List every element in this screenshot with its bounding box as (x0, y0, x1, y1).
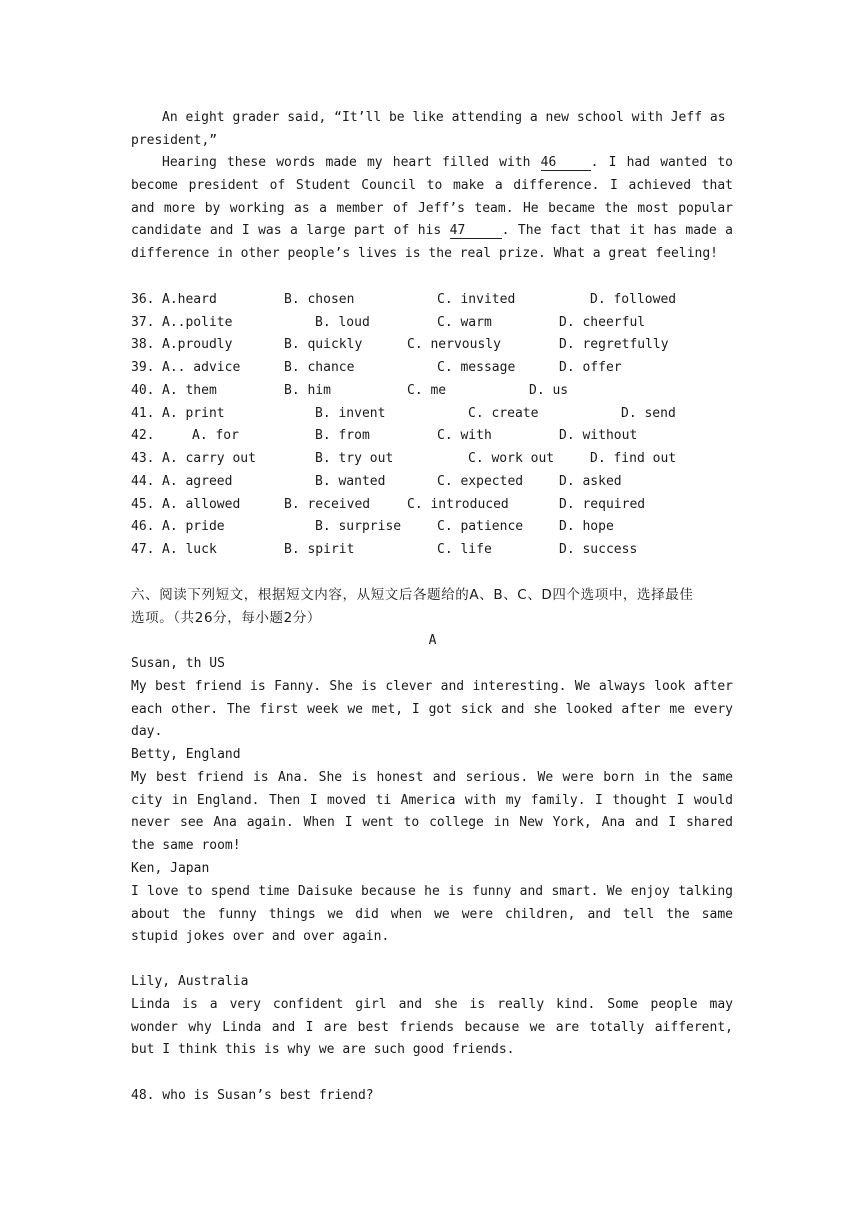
entry-ken (131, 858, 733, 949)
option-c: C. expected (437, 474, 524, 489)
option-d: D. followed (590, 292, 677, 307)
option-c: C. introduced (407, 497, 509, 512)
question-row-43 (131, 448, 733, 471)
option-c: C. me (407, 383, 447, 398)
question-row-44 (131, 471, 733, 494)
blank-46: 46 (541, 155, 591, 171)
option-d: D. hope (559, 519, 614, 534)
option-a: A. them (162, 383, 217, 398)
option-a: A. agreed (162, 474, 233, 489)
option-c: C. message (437, 360, 516, 375)
option-b: B. from (315, 428, 370, 443)
question-row-45 (131, 494, 733, 517)
question-number: 39. (131, 360, 155, 375)
option-d: D. us (529, 383, 569, 398)
option-b: B. invent (315, 406, 386, 421)
option-b: B. quickly (284, 337, 363, 352)
option-d: D. asked (559, 474, 622, 489)
passage-paragraph-1 (131, 107, 733, 153)
question-number: 38. (131, 337, 155, 352)
option-d: D. without (559, 428, 638, 443)
option-b: B. chosen (284, 292, 355, 307)
entry-text: My best friend is Fanny. She is clever and interesting. We always look after each other. The first week we met, I got sick and she looked after me every day. (131, 678, 733, 740)
entry-text: My best friend is Ana. She is honest and serious. We were born in the same city in England. Then I moved ti America with my family. I thought I would never see Ana again. When I went to college in New York, Ana and I shared the same room! (131, 769, 733, 854)
option-b: B. try out (315, 451, 394, 466)
option-c: C. work out (468, 451, 555, 466)
instruction-line: 六、阅读下列短文，根据短文内容，从短文后各题给的A、B、C、D四个选项中，选择最佳 (131, 587, 694, 603)
option-c: C. life (437, 542, 492, 557)
question-number: 40. (131, 383, 155, 398)
option-d: D. regretfully (559, 337, 669, 352)
entry-author: Susan, th US (131, 656, 225, 671)
option-b: B. received (284, 497, 371, 512)
passage-line: president,” (131, 132, 218, 148)
question-row-40 (131, 380, 733, 403)
option-d: D. cheerful (559, 315, 646, 330)
entry-text: I love to spend time Daisuke because he is funny and smart. We enjoy talking about the funny things we did when we were children, and tell the same stupid jokes over and over again. (131, 883, 733, 945)
entry-author: Lily, Australia (131, 974, 249, 989)
question-number: 36. (131, 292, 155, 307)
question-row-39 (131, 357, 733, 380)
option-a: A.proudly (162, 337, 233, 352)
option-a: A. allowed (162, 497, 241, 512)
entry-text: Linda is a very confident girl and she is really kind. Some people may wonder why Linda and I are best friends because we are totally aifferent, but I think this is why we are such good friends. (131, 996, 733, 1058)
passage-paragraph-2 (131, 152, 733, 266)
option-b: B. loud (315, 315, 370, 330)
question-number: 46. (131, 519, 155, 534)
option-c: C. patience (437, 519, 524, 534)
option-d: D. find out (590, 451, 677, 466)
option-a: A. luck (162, 542, 217, 557)
instruction-line: 选项。（共26分，每小题2分） (131, 609, 322, 626)
question-number: 44. (131, 474, 155, 489)
question-text: 48. who is Susan’s best friend? (131, 1088, 374, 1103)
question-number: 43. (131, 451, 155, 466)
passage-title: A (428, 633, 437, 648)
question-row-37 (131, 312, 733, 335)
option-b: B. wanted (315, 474, 386, 489)
entry-lily (131, 971, 733, 1062)
option-a: A. print (162, 406, 225, 421)
entry-author: Betty, England (131, 747, 241, 762)
option-b: B. him (284, 383, 331, 398)
option-a: A. carry out (162, 451, 256, 466)
entry-author: Ken, Japan (131, 861, 210, 876)
option-c: C. invited (437, 292, 516, 307)
option-b: B. chance (284, 360, 355, 375)
option-a: A..polite (162, 315, 233, 330)
question-row-47 (131, 539, 733, 562)
option-a: A.. advice (162, 360, 241, 375)
option-a: A.heard (162, 292, 217, 307)
option-d: D. send (621, 406, 676, 421)
option-d: D. offer (559, 360, 622, 375)
passage-line: An eight grader said, “It’ll be like attending a new school with Jeff as (162, 110, 726, 125)
question-number: 45. (131, 497, 155, 512)
option-b: B. spirit (284, 542, 355, 557)
question-row-41 (131, 403, 733, 426)
option-c: C. nervously (407, 337, 501, 352)
question-48 (131, 1085, 733, 1108)
option-c: C. warm (437, 315, 492, 330)
blank-47: 47 (450, 223, 502, 239)
entry-betty (131, 744, 733, 858)
question-row-46 (131, 516, 733, 539)
option-a: A. for (192, 428, 239, 443)
question-row-42 (131, 425, 733, 448)
option-c: C. with (437, 428, 492, 443)
section-6-instruction (131, 584, 733, 630)
option-d: D. required (559, 497, 646, 512)
option-b: B. surprise (315, 519, 402, 534)
question-row-38 (131, 334, 733, 357)
option-c: C. create (468, 406, 539, 421)
question-number: 42. (131, 428, 155, 443)
option-a: A. pride (162, 519, 225, 534)
passage-text: Hearing these words made my heart filled with 46 . I had wanted to become president of Student Council to make a difference. I achieved that and more by working as a member of Jeff’s team. He became the most popular candidate and I was a large part of his 47 . The fact that it has made a difference in other people’s lives is the real prize. What a great feeling! (131, 155, 733, 262)
question-row-36 (131, 289, 733, 312)
question-number: 41. (131, 406, 155, 421)
question-number: 37. (131, 315, 155, 330)
question-number: 47. (131, 542, 155, 557)
option-d: D. success (559, 542, 638, 557)
entry-susan (131, 653, 733, 744)
